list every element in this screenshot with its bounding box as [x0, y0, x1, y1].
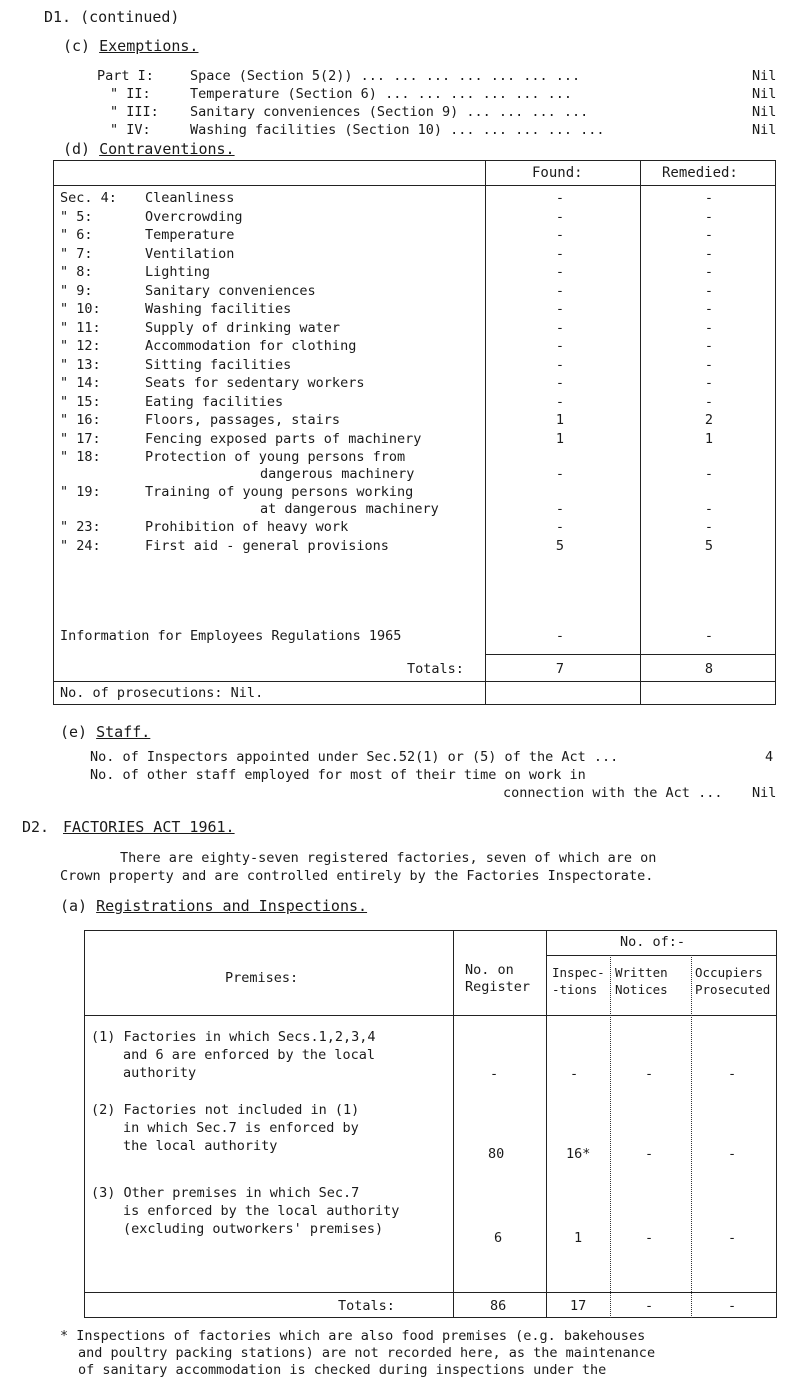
found-value: 5	[555, 537, 565, 554]
remedied-value: 2	[704, 412, 714, 428]
col-remedied-header: Remedied:	[662, 165, 738, 181]
remedied-value: -	[704, 227, 714, 243]
contravention-description: Washing facilities	[145, 301, 292, 317]
remedied-value: 1	[704, 430, 714, 447]
col-prosecuted-header-2: Prosecuted	[695, 982, 771, 997]
staff-other-line: No. of other staff employed for most of their time on work in	[90, 767, 586, 783]
found-value: -	[555, 356, 565, 373]
contravention-description: Cleanliness	[145, 190, 235, 206]
staff-inspectors-value: 4	[765, 749, 774, 765]
contravention-section: " 11:	[60, 319, 101, 336]
factories-paragraph-line1: There are eighty-seven registered factories, seven of which are on	[120, 850, 657, 866]
section-number: D2.	[22, 818, 50, 836]
inspections-value: 16*	[566, 1146, 591, 1162]
exemption-desc: Washing facilities (Section 10) ... ... ... ... ...	[190, 122, 605, 138]
remedied-value: -	[704, 190, 714, 206]
column-divider	[546, 930, 547, 1318]
found-value: -	[555, 301, 565, 317]
prosecuted-value: -	[728, 1230, 737, 1246]
continued-heading: D1. (continued)	[44, 8, 180, 26]
contravention-description: First aid - general provisions	[145, 537, 389, 554]
contravention-description: Lighting	[145, 264, 211, 280]
contravention-description: Protection of young persons from	[145, 449, 406, 465]
remedied-value: -	[704, 282, 714, 299]
exemption-value: Nil	[752, 68, 777, 84]
column-divider	[485, 160, 486, 705]
remedied-value: -	[704, 375, 714, 391]
prosecutions-text: No. of prosecutions: Nil.	[60, 685, 264, 701]
premises-line: authority	[123, 1065, 197, 1081]
reg-totals-register: 86	[490, 1298, 507, 1314]
contravention-section: " 13:	[60, 356, 101, 373]
info-remedied-value: -	[704, 628, 714, 644]
staff-inspectors-line: No. of Inspectors appointed under Sec.52(1) or (5) of the Act ...	[90, 749, 619, 765]
footnote-line: and poultry packing stations) are not recorded here, as the maintenance	[78, 1345, 656, 1361]
registrations-heading	[60, 897, 367, 915]
register-value: 6	[494, 1230, 503, 1246]
exemption-part: " III:	[110, 104, 159, 120]
staff-other-value: Nil	[752, 785, 777, 801]
found-value: -	[555, 208, 565, 225]
premises-line: (2) Factories not included in (1)	[91, 1102, 360, 1118]
exemptions-heading	[63, 37, 198, 55]
col-notices-header-2: Notices	[615, 982, 668, 997]
reg-totals-label: Totals:	[338, 1298, 395, 1314]
exemption-value: Nil	[752, 104, 777, 120]
found-value: -	[555, 319, 565, 336]
contravention-section: " 19:	[60, 484, 101, 500]
exemption-value: Nil	[752, 122, 777, 138]
register-value: -	[490, 1066, 499, 1082]
contraventions-prefix: (d)	[63, 140, 91, 158]
remedied-value: -	[704, 264, 714, 280]
contraventions-title: Contraventions.	[99, 140, 235, 158]
contravention-description-cont: dangerous machinery	[260, 466, 415, 482]
contravention-description-cont: at dangerous machinery	[260, 501, 439, 517]
found-value: -	[555, 190, 565, 206]
contravention-section: " 6:	[60, 227, 93, 243]
notices-value: -	[645, 1230, 654, 1246]
inspections-value: 1	[574, 1230, 583, 1246]
col-inspections-header-1: Inspec-	[552, 965, 605, 980]
remedied-value: 5	[704, 537, 714, 554]
found-value: -	[555, 466, 565, 482]
contravention-section: " 12:	[60, 338, 101, 354]
col-found-header: Found:	[532, 165, 583, 181]
found-value: -	[555, 338, 565, 354]
col-inspections-header-2: -tions	[552, 982, 598, 997]
contraventions-heading	[63, 140, 235, 158]
premises-line: the local authority	[123, 1138, 278, 1154]
exemption-desc: Temperature (Section 6) ... ... ... ... ... ...	[190, 86, 573, 102]
totals-rule	[485, 654, 776, 655]
staff-other-line-cont: connection with the Act ...	[503, 785, 723, 801]
found-value: 1	[555, 412, 565, 428]
dotted-divider	[691, 955, 692, 1318]
contravention-description: Floors, passages, stairs	[145, 412, 341, 428]
contravention-section: " 15:	[60, 393, 101, 410]
dotted-divider	[610, 955, 611, 1318]
contravention-section: " 5:	[60, 208, 93, 225]
contravention-section: " 23:	[60, 519, 101, 535]
contravention-description: Prohibition of heavy work	[145, 519, 349, 535]
header-rule	[84, 1015, 777, 1016]
contravention-description: Training of young persons working	[145, 484, 414, 500]
contravention-section: Sec. 4:	[60, 190, 117, 206]
exemption-part: " IV:	[110, 122, 151, 138]
remedied-value: -	[704, 245, 714, 262]
exemptions-title: Exemptions.	[99, 37, 199, 55]
contravention-description: Sanitary conveniences	[145, 282, 316, 299]
found-value: -	[555, 393, 565, 410]
column-divider	[640, 160, 641, 705]
remedied-value: -	[704, 356, 714, 373]
remedied-value: -	[704, 393, 714, 410]
found-value: -	[555, 245, 565, 262]
col-no-of-header: No. of:-	[620, 934, 686, 950]
notices-value: -	[645, 1146, 654, 1162]
col-register-header-1: No. on	[465, 962, 514, 978]
contravention-description: Ventilation	[145, 245, 235, 262]
found-value: -	[555, 519, 565, 535]
remedied-value: -	[704, 466, 714, 482]
contravention-section: " 17:	[60, 430, 101, 447]
factories-paragraph-line2: Crown property and are controlled entirely by the Factories Inspectorate.	[60, 868, 654, 884]
contravention-description: Fencing exposed parts of machinery	[145, 430, 422, 447]
contravention-description: Eating facilities	[145, 393, 284, 410]
reg-totals-inspections: 17	[570, 1298, 587, 1314]
footnote-line: of sanitary accommodation is checked during inspections under the	[78, 1362, 607, 1378]
contravention-section: " 7:	[60, 245, 93, 262]
exemption-part: Part I:	[97, 68, 154, 84]
exemptions-prefix: (c)	[63, 37, 91, 55]
factories-heading: FACTORIES ACT 1961.	[63, 818, 235, 836]
remedied-value: -	[704, 319, 714, 336]
registrations-title: Registrations and Inspections.	[96, 897, 368, 915]
contravention-section: " 16:	[60, 412, 101, 428]
inspections-value: -	[570, 1066, 579, 1082]
info-regulations-label: Information for Employees Regulations 1965	[60, 628, 402, 644]
exemption-desc: Space (Section 5(2)) ... ... ... ... ... ... ...	[190, 68, 581, 84]
reg-totals-prosecuted: -	[728, 1298, 737, 1314]
premises-line: is enforced by the local authority	[123, 1203, 400, 1219]
col-register-header-2: Register	[465, 979, 531, 995]
footnote-line: * Inspections of factories which are also food premises (e.g. bakehouses	[60, 1328, 646, 1344]
contravention-section: " 9:	[60, 282, 93, 299]
premises-line: (1) Factories in which Secs.1,2,3,4	[91, 1029, 376, 1045]
notices-value: -	[645, 1066, 654, 1082]
exemption-value: Nil	[752, 86, 777, 102]
exemption-desc: Sanitary conveniences (Section 9) ... ... ... ...	[190, 104, 589, 120]
totals-found: 7	[555, 661, 565, 677]
contravention-section: " 10:	[60, 301, 101, 317]
remedied-value: -	[704, 301, 714, 317]
found-value: 1	[555, 430, 565, 447]
header-rule	[53, 185, 776, 186]
premises-line: (excluding outworkers' premises)	[123, 1221, 384, 1237]
col-premises-header: Premises:	[225, 970, 299, 986]
info-found-value: -	[555, 628, 565, 644]
reg-totals-notices: -	[645, 1298, 654, 1314]
col-prosecuted-header-1: Occupiers	[695, 965, 763, 980]
premises-line: (3) Other premises in which Sec.7	[91, 1185, 360, 1201]
contravention-description: Sitting facilities	[145, 356, 292, 373]
registrations-prefix: (a)	[60, 897, 88, 915]
contravention-description: Temperature	[145, 227, 235, 243]
totals-bottom-rule	[53, 681, 776, 682]
col-notices-header-1: Written	[615, 965, 668, 980]
staff-prefix: (e)	[60, 723, 88, 741]
premises-line: in which Sec.7 is enforced by	[123, 1120, 359, 1136]
prosecuted-value: -	[728, 1146, 737, 1162]
found-value: -	[555, 227, 565, 243]
exemption-part: " II:	[110, 86, 151, 102]
register-value: 80	[488, 1146, 505, 1162]
contravention-description: Accommodation for clothing	[145, 338, 357, 354]
totals-label: Totals:	[407, 661, 464, 677]
staff-title: Staff.	[96, 723, 151, 741]
staff-heading	[60, 723, 150, 741]
remedied-value: -	[704, 338, 714, 354]
no-of-rule	[546, 955, 777, 956]
totals-rule	[84, 1292, 777, 1293]
remedied-value: -	[704, 501, 714, 517]
contravention-section: " 14:	[60, 375, 101, 391]
found-value: -	[555, 282, 565, 299]
remedied-value: -	[704, 208, 714, 225]
found-value: -	[555, 501, 565, 517]
found-value: -	[555, 264, 565, 280]
column-divider	[453, 930, 454, 1318]
contravention-description: Seats for sedentary workers	[145, 375, 365, 391]
contravention-section: " 18:	[60, 449, 101, 465]
premises-line: and 6 are enforced by the local	[123, 1047, 375, 1063]
contravention-section: " 24:	[60, 537, 101, 554]
contravention-section: " 8:	[60, 264, 93, 280]
totals-remedied: 8	[704, 661, 714, 677]
contravention-description: Overcrowding	[145, 208, 243, 225]
prosecuted-value: -	[728, 1066, 737, 1082]
contravention-description: Supply of drinking water	[145, 319, 341, 336]
found-value: -	[555, 375, 565, 391]
remedied-value: -	[704, 519, 714, 535]
